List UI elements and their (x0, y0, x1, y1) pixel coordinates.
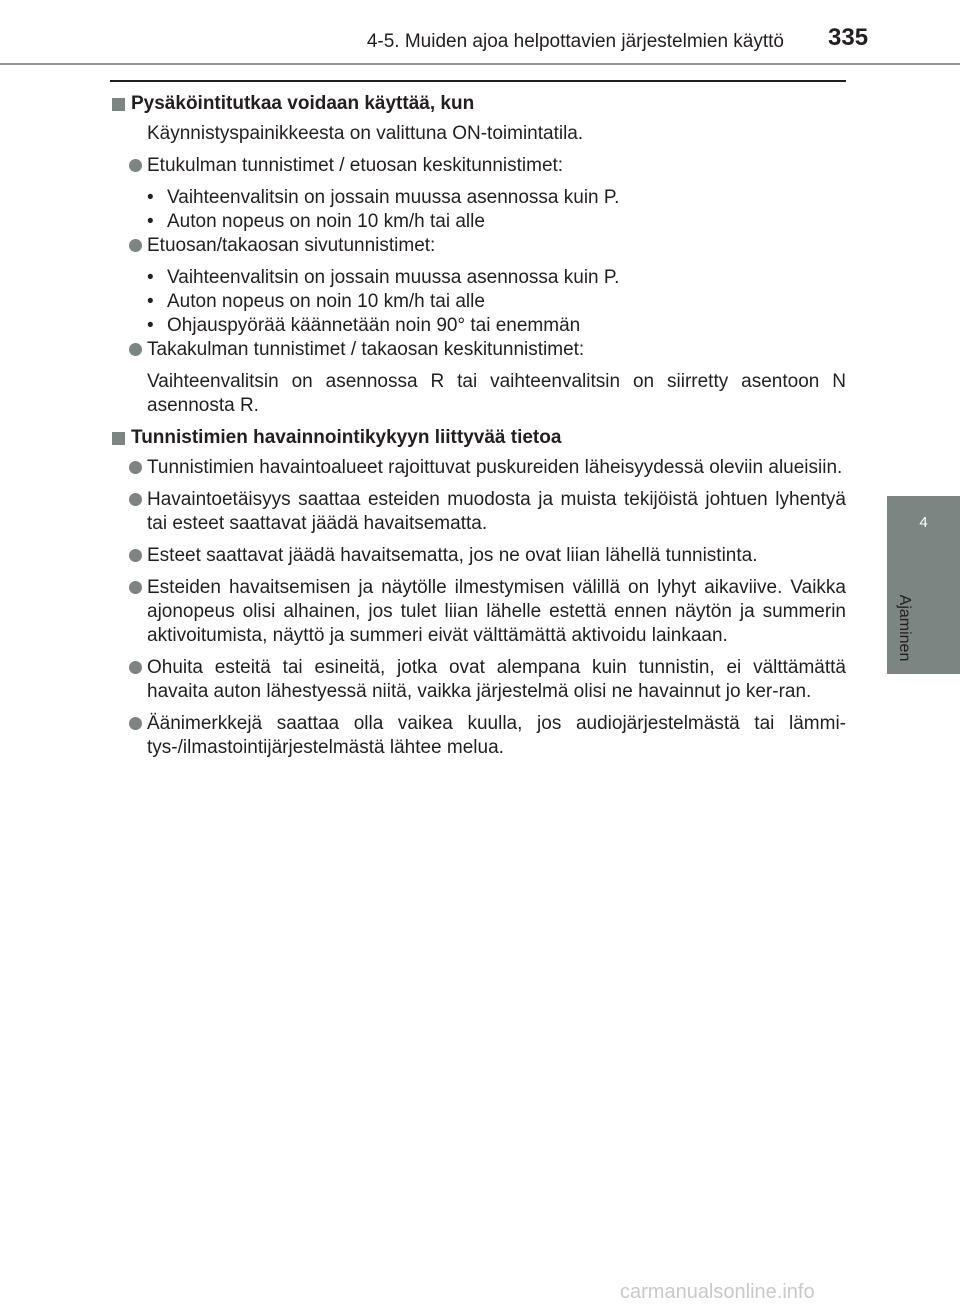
circle-bullet-icon (129, 343, 142, 356)
list-item (128, 154, 846, 178)
sub-list-item-text: Auton nopeus on noin 10 km/h tai alle (167, 211, 485, 232)
sub-list-item (147, 314, 846, 338)
page-header (0, 0, 960, 62)
list-item (128, 576, 846, 648)
list-item (128, 544, 846, 568)
sub-list-item-text: Vaihteenvalitsin on jossain muussa asennossa kuin P. (167, 267, 620, 288)
circle-bullet-icon (129, 239, 142, 252)
chapter-label-text: Ajaminen (896, 594, 913, 662)
square-bullet-icon (112, 98, 125, 111)
page-content (110, 92, 846, 768)
dot-bullet-icon: • (147, 211, 154, 232)
section-heading-text: Pysäköintitutkaa voidaan käyttää, kun (131, 93, 475, 114)
dot-bullet-icon: • (147, 187, 154, 208)
section-heading (110, 426, 846, 450)
circle-bullet-icon (129, 493, 142, 506)
list-item (128, 338, 846, 362)
sub-list (110, 186, 846, 234)
dot-bullet-icon: • (147, 291, 154, 312)
page-number: 335 (828, 24, 869, 51)
section-heading-text: Tunnistimien havainnointikykyyn liittyvää tietoa (131, 427, 562, 448)
header-rule (0, 63, 960, 65)
list-item-text: Etuosan/takaosan sivutunnistimet: (147, 235, 436, 256)
sub-list-item-text: Vaihteenvalitsin on jossain muussa asennossa kuin P. (167, 187, 620, 208)
sub-list-item (147, 186, 846, 210)
sub-list (110, 266, 846, 338)
circle-bullet-icon (129, 159, 142, 172)
list-item-text: Ohuita esteitä tai esineitä, jotka ovat alempana kuin tunnistin, ei välttämättä havaita auton lähestyessä niitä, vaikka järjestelmä olisi ne havainnut jo ker-ran. (147, 657, 846, 702)
chapter-label (889, 583, 919, 673)
list-item-text: Havaintoetäisyys saattaa esteiden muodosta ja muista tekijöistä johtuen lyhentyä tai esteet saattavat jäädä havaitsematta. (147, 489, 846, 534)
section-title: 4-5. Muiden ajoa helpottavien järjestelmien käyttö (366, 31, 784, 52)
dot-bullet-icon: • (147, 267, 154, 288)
list-item (128, 456, 846, 480)
list-item-paragraph: Vaihteenvalitsin on asennossa R tai vaihteenvalitsin on siirretty asentoon N asennosta R. (147, 371, 846, 416)
list-item-text: Takakulman tunnistimet / takaosan keskitunnistimet: (147, 339, 585, 360)
list-item (128, 656, 846, 704)
watermark: carmanualsonline.info (620, 1281, 815, 1303)
intro-paragraph: Käynnistyspainikkeesta on valittuna ON-toimintatila. (147, 123, 584, 144)
sub-list-item (147, 290, 846, 314)
square-bullet-icon (112, 432, 125, 445)
list-item-text: Etukulman tunnistimet / etuosan keskitunnistimet: (147, 155, 564, 176)
list-item (128, 488, 846, 536)
content-top-rule (110, 80, 846, 82)
list-item-text: Äänimerkkejä saattaa olla vaikea kuulla, jos audiojärjestelmästä tai lämmi-tys-/ilmastointijärjestelmästä lähtee melua. (147, 713, 846, 758)
sub-list-item-text: Ohjauspyörää käännetään noin 90° tai enemmän (167, 315, 581, 336)
list-item-text: Tunnistimien havaintoalueet rajoittuvat puskureiden läheisyydessä oleviin alueisiin. (147, 457, 843, 478)
sub-list-item (147, 210, 846, 234)
circle-bullet-icon (129, 461, 142, 474)
circle-bullet-icon (129, 661, 142, 674)
list-item (128, 712, 846, 760)
circle-bullet-icon (129, 549, 142, 562)
circle-bullet-icon (129, 581, 142, 594)
dot-bullet-icon: • (147, 315, 154, 336)
circle-bullet-icon (129, 717, 142, 730)
list-item (128, 234, 846, 258)
list-item-text: Esteiden havaitsemisen ja näytölle ilmestymisen välillä on lyhyt aikaviive. Vaikka ajonopeus olisi alhainen, jos tulet liian lähelle estettä ennen näytön ja summerin aktivoitumista, näyttö ja summeri eivät välttämättä aktivoidu lainkaan. (147, 577, 846, 646)
section-heading (110, 92, 846, 116)
sub-list-item-text: Auton nopeus on noin 10 km/h tai alle (167, 291, 485, 312)
chapter-number: 4 (919, 514, 928, 531)
list-item-text: Esteet saattavat jäädä havaitsematta, jos ne ovat liian lähellä tunnistinta. (147, 545, 758, 566)
sub-list-item (147, 266, 846, 290)
